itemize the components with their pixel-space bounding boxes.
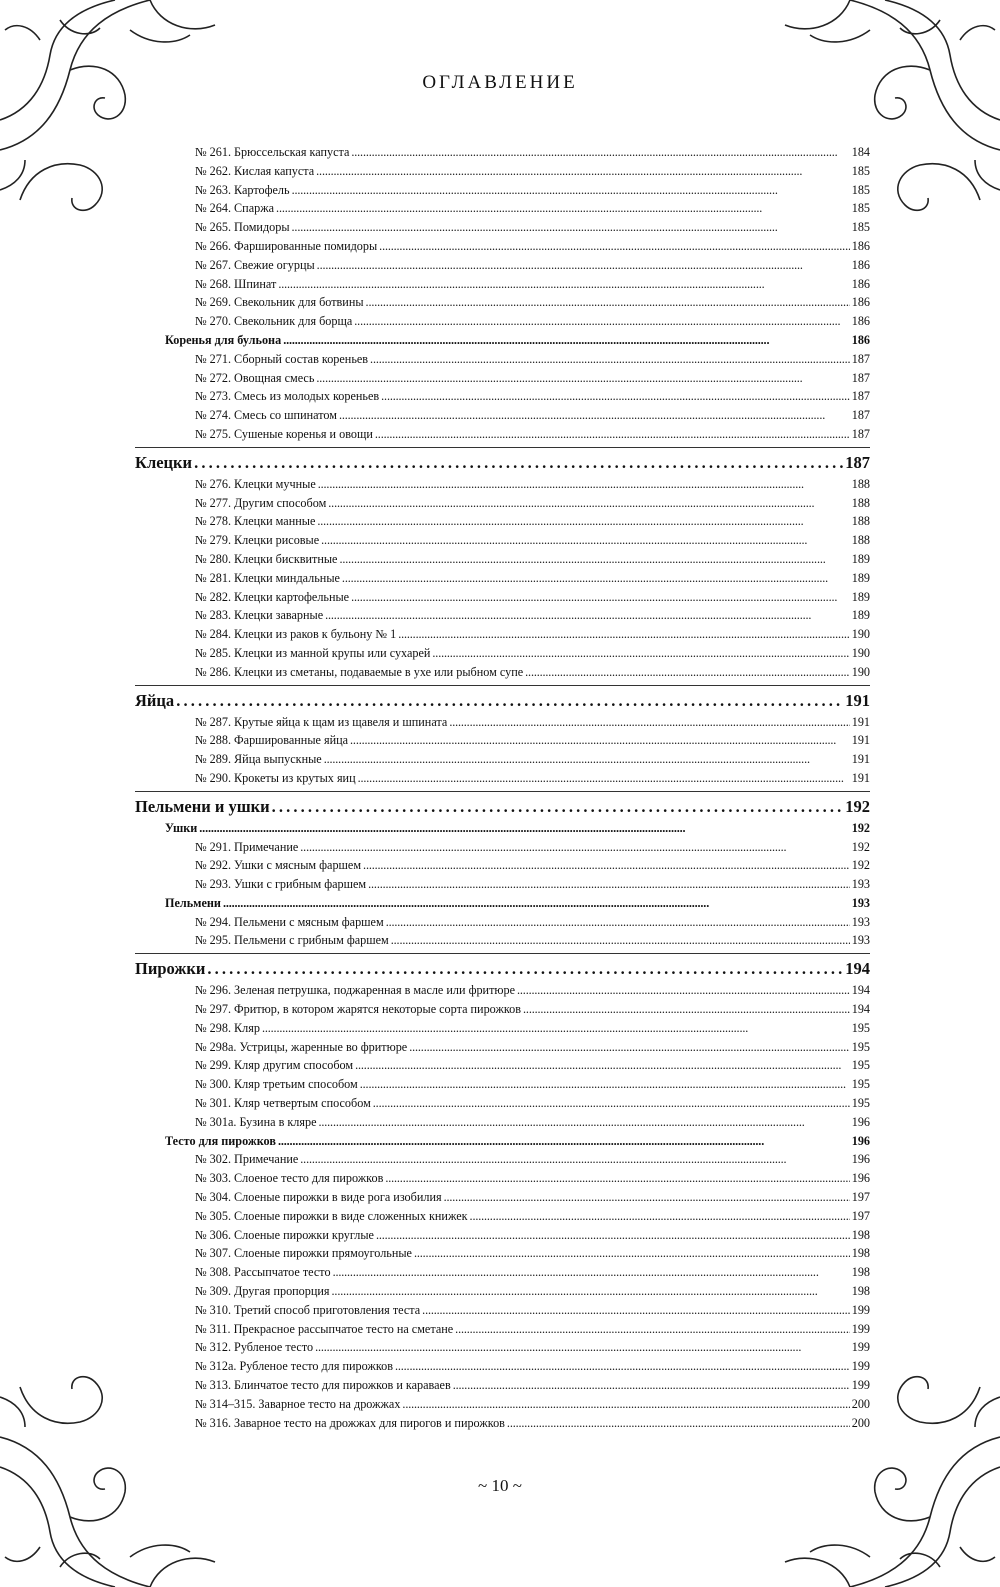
dot-leader (381, 387, 850, 406)
toc-entry (135, 531, 870, 550)
toc-page: 198 (851, 1284, 870, 1299)
toc-page: 194 (851, 1002, 870, 1017)
toc-entry (135, 1395, 870, 1414)
toc-label: № 286. Клецки из сметаны, подаваемые в ухе или рыбном супе (195, 664, 524, 679)
toc-label: № 300. Кляр третьим способом (195, 1077, 358, 1092)
toc-entry (135, 406, 870, 425)
dot-leader (318, 1113, 849, 1132)
toc-label: № 295. Пельмени с грибным фаршем (195, 933, 389, 948)
toc-entry (135, 425, 870, 444)
dot-leader (207, 957, 843, 981)
toc-entry (135, 143, 870, 162)
toc-page: 194 (845, 959, 870, 979)
dot-leader (351, 143, 849, 162)
toc-label: Пельмени (165, 895, 221, 910)
dot-leader (360, 1075, 850, 1094)
dot-leader (272, 795, 844, 819)
toc-label: Тесто для пирожков (165, 1133, 276, 1148)
dot-leader (444, 1188, 850, 1207)
toc-label: № 306. Слоеные пирожки круглые (195, 1227, 374, 1242)
toc-label: № 310. Третий способ приготовления теста (195, 1302, 421, 1317)
toc-page: 190 (851, 645, 870, 660)
toc-page: 199 (851, 1302, 870, 1317)
toc-label: № 298а. Устрицы, жаренные во фритюре (195, 1039, 408, 1054)
toc-page: 193 (851, 914, 870, 929)
toc-page: 188 (851, 495, 870, 510)
toc-page: 188 (851, 533, 870, 548)
toc-page: 191 (851, 733, 870, 748)
toc-entry (135, 256, 870, 275)
dot-leader (453, 1376, 850, 1395)
toc-label: № 304. Слоеные пирожки в виде рога изобилия (195, 1190, 442, 1205)
toc-page: 185 (851, 201, 870, 216)
toc-label: № 284. Клецки из раков к бульону № 1 (195, 627, 397, 642)
toc-label: № 264. Спаржа (195, 201, 275, 216)
toc-page: 198 (851, 1265, 870, 1280)
dot-leader (414, 1244, 850, 1263)
dot-leader (339, 406, 850, 425)
toc-page: 194 (851, 983, 870, 998)
toc-label: № 302. Примечание (195, 1152, 299, 1167)
toc-entry (135, 218, 870, 237)
toc-page: 185 (851, 182, 870, 197)
toc-label: № 268. Шпинат (195, 276, 277, 291)
toc-page: 191 (851, 752, 870, 767)
toc-page: 197 (851, 1208, 870, 1223)
toc-page: 200 (851, 1396, 870, 1411)
toc-label: № 263. Картофель (195, 182, 290, 197)
toc-section (135, 791, 870, 819)
toc-label: № 289. Яйца выпускные (195, 752, 322, 767)
toc-page: 196 (851, 1152, 870, 1167)
toc-label: № 308. Рассыпчатое тесто (195, 1265, 331, 1280)
toc-label: Ушки (165, 820, 198, 835)
toc-label: № 278. Клецки манные (195, 514, 316, 529)
toc-entry (135, 1244, 870, 1263)
dot-leader (342, 569, 850, 588)
dot-leader (318, 475, 850, 494)
toc-page: 189 (851, 608, 870, 623)
toc-label: № 282. Клецки картофельные (195, 589, 350, 604)
toc-entry (135, 1113, 870, 1132)
toc-page: 190 (851, 664, 870, 679)
toc-page: 191 (845, 690, 870, 710)
toc-label: № 298. Кляр (195, 1020, 260, 1035)
toc-entry (135, 931, 870, 950)
dot-leader (194, 451, 843, 475)
toc-page: 184 (851, 145, 870, 159)
toc-page: 199 (851, 1321, 870, 1336)
toc-page: 195 (851, 1039, 870, 1054)
toc-page: 187 (851, 389, 870, 404)
toc-entry (135, 312, 870, 331)
toc-entry (135, 769, 870, 788)
toc-page: 187 (851, 351, 870, 366)
toc-entry (135, 713, 870, 732)
toc-label: № 297. Фритюр, в котором жарятся некоторые сорта пирожков (195, 1002, 522, 1017)
toc-label: № 294. Пельмени с мясным фаршем (195, 914, 384, 929)
dot-leader (333, 1263, 850, 1282)
toc-entry (135, 1320, 870, 1339)
toc-label: № 287. Крутые яйца к щам из щавеля и шпината (195, 714, 448, 729)
toc-entry (135, 550, 870, 569)
page-title: ОГЛАВЛЕНИЕ (422, 72, 578, 93)
toc-label: № 311. Прекрасное рассыпчатое тесто на сметане (195, 1321, 454, 1336)
toc-page: 199 (851, 1378, 870, 1393)
toc-entry (135, 1038, 870, 1057)
dot-leader (262, 1019, 850, 1038)
dot-leader (449, 713, 849, 732)
toc-page: 186 (851, 295, 870, 310)
toc-label: № 292. Ушки с мясным фаршем (195, 858, 362, 873)
toc-label: Пельмени и ушки (135, 796, 270, 816)
toc-label: № 307. Слоеные пирожки прямоугольные (195, 1246, 412, 1261)
dot-leader (507, 1414, 850, 1433)
toc-page: 195 (851, 1020, 870, 1035)
dot-leader (199, 819, 849, 838)
toc-page: 198 (851, 1246, 870, 1261)
dot-leader (316, 162, 850, 181)
toc-label: № 272. Овощная смесь (195, 370, 315, 385)
toc-label: № 313. Блинчатое тесто для пирожков и караваев (195, 1378, 451, 1393)
dot-leader (455, 1320, 850, 1339)
dot-leader (375, 425, 850, 444)
dot-leader (300, 1150, 849, 1169)
dot-leader (328, 494, 849, 513)
toc-entry (135, 1188, 870, 1207)
toc-page: 199 (851, 1340, 870, 1355)
toc-entry (135, 1376, 870, 1395)
toc-page: 187 (851, 370, 870, 385)
toc-entry (135, 1019, 870, 1038)
dot-leader (223, 894, 850, 913)
dot-leader (373, 1094, 850, 1113)
toc-page: 193 (851, 933, 870, 948)
toc-entry (135, 1000, 870, 1019)
toc-entry (135, 1169, 870, 1188)
toc-page: 185 (851, 220, 870, 235)
toc-page: 185 (851, 163, 870, 178)
dot-leader (398, 625, 850, 644)
toc-page: 195 (851, 1096, 870, 1111)
toc-page: 195 (851, 1077, 870, 1092)
dot-leader (409, 1038, 850, 1057)
toc-label: № 288. Фаршированные яйца (195, 733, 349, 748)
toc-label: № 316. Заварное тесто на дрожжах для пирогов и пирожков (195, 1415, 505, 1430)
toc-subsection (135, 819, 870, 838)
toc-subsection (135, 1132, 870, 1151)
toc-label: № 312. Рубленое тесто (195, 1340, 314, 1355)
toc-subsection (135, 331, 870, 350)
toc-page: 188 (851, 476, 870, 491)
toc-page: 192 (851, 820, 870, 835)
toc-label: № 309. Другая пропорция (195, 1284, 330, 1299)
toc-page: 197 (851, 1190, 870, 1205)
toc-label: № 267. Свежие огурцы (195, 257, 315, 272)
toc-page: 186 (851, 332, 870, 347)
toc-entry (135, 1301, 870, 1320)
dot-leader (283, 331, 850, 350)
dot-leader (386, 913, 850, 932)
toc-page: 190 (851, 627, 870, 642)
dot-leader (376, 1226, 850, 1245)
toc-page: 186 (851, 314, 870, 329)
toc-entry (135, 731, 870, 750)
dot-leader (525, 663, 850, 682)
toc-label: Коренья для бульона (165, 332, 282, 347)
dot-leader (292, 218, 850, 237)
dot-leader (300, 838, 849, 857)
toc-page: 188 (851, 514, 870, 529)
toc-label: № 293. Ушки с грибным фаршем (195, 877, 367, 892)
toc-label: № 285. Клецки из манной крупы или сухарей (195, 645, 431, 660)
toc-page: 196 (851, 1171, 870, 1186)
toc-entry (135, 606, 870, 625)
dot-leader (391, 931, 850, 950)
dot-leader (325, 606, 850, 625)
toc-label: № 314–315. Заварное тесто на дрожжах (195, 1396, 401, 1411)
dot-leader (350, 731, 850, 750)
toc-section (135, 447, 870, 475)
toc-subsection (135, 894, 870, 913)
dot-leader (358, 769, 850, 788)
dot-leader (370, 350, 850, 369)
toc-entry (135, 1414, 870, 1433)
toc-entry (135, 913, 870, 932)
dot-leader (523, 1000, 850, 1019)
toc-label: № 279. Клецки рисовые (195, 533, 320, 548)
toc-page: 195 (851, 1058, 870, 1073)
toc-label: № 301. Кляр четвертым способом (195, 1096, 371, 1111)
toc-entry (135, 350, 870, 369)
dot-leader (432, 644, 849, 663)
toc-page: 189 (851, 551, 870, 566)
dot-leader (395, 1357, 850, 1376)
dot-leader (351, 588, 850, 607)
toc-entry (135, 369, 870, 388)
table-of-contents (135, 143, 870, 1432)
toc-entry (135, 475, 870, 494)
toc-label: № 305. Слоеные пирожки в виде сложенных книжек (195, 1208, 468, 1223)
toc-entry (135, 644, 870, 663)
dot-leader (385, 1169, 849, 1188)
dot-leader (278, 1132, 850, 1151)
toc-page: 196 (851, 1133, 870, 1148)
dot-leader (332, 1282, 850, 1301)
toc-page: 187 (851, 426, 870, 441)
dot-leader (316, 369, 849, 388)
toc-section (135, 953, 870, 981)
toc-entry (135, 981, 870, 1000)
toc-page: 192 (851, 858, 870, 873)
toc-page: 189 (851, 589, 870, 604)
toc-entry (135, 1207, 870, 1226)
dot-leader (422, 1301, 850, 1320)
toc-label: № 312а. Рубленое тесто для пирожков (195, 1359, 393, 1374)
toc-entry (135, 875, 870, 894)
toc-entry (135, 387, 870, 406)
toc-page: 196 (851, 1114, 870, 1129)
toc-label: № 276. Клецки мучные (195, 476, 316, 491)
toc-label: № 265. Помидоры (195, 220, 290, 235)
dot-leader (470, 1207, 850, 1226)
toc-page: 186 (851, 276, 870, 291)
dot-leader (339, 550, 849, 569)
toc-label: № 277. Другим способом (195, 495, 327, 510)
dot-leader (366, 293, 850, 312)
toc-label: № 275. Сушеные коренья и овощи (195, 426, 373, 441)
toc-entry (135, 1357, 870, 1376)
toc-entry (135, 1282, 870, 1301)
toc-label: № 274. Смесь со шпинатом (195, 408, 337, 423)
toc-entry (135, 1226, 870, 1245)
toc-page: 186 (851, 238, 870, 253)
page-number: ~ 10 ~ (478, 1476, 522, 1495)
toc-page: 186 (851, 257, 870, 272)
toc-entry (135, 293, 870, 312)
toc-page: 200 (851, 1415, 870, 1430)
dot-leader (321, 531, 850, 550)
dot-leader (355, 1056, 850, 1075)
dot-leader (379, 237, 850, 256)
toc-label: № 270. Свекольник для борща (195, 314, 353, 329)
dot-leader (363, 856, 850, 875)
toc-entry (135, 237, 870, 256)
dot-leader (368, 875, 850, 894)
toc-entry (135, 1150, 870, 1169)
toc-entry (135, 1094, 870, 1113)
toc-entry (135, 162, 870, 181)
toc-section (135, 685, 870, 713)
toc-label: № 271. Сборный состав кореньев (195, 351, 369, 366)
toc-entry (135, 750, 870, 769)
toc-page: 192 (845, 796, 870, 816)
toc-page: 187 (845, 452, 870, 472)
dot-leader (317, 256, 850, 275)
dot-leader (517, 981, 850, 1000)
toc-label: № 266. Фаршированные помидоры (195, 238, 378, 253)
toc-page: 193 (851, 877, 870, 892)
toc-page: 187 (851, 408, 870, 423)
toc-entry (135, 588, 870, 607)
toc-label: № 291. Примечание (195, 839, 299, 854)
toc-label: № 299. Кляр другим способом (195, 1058, 354, 1073)
toc-label: № 269. Свекольник для ботвины (195, 295, 364, 310)
toc-label: № 273. Смесь из молодых кореньев (195, 389, 380, 404)
toc-entry (135, 181, 870, 200)
toc-label: Клецки (135, 452, 193, 472)
toc-page: 192 (851, 839, 870, 854)
toc-entry (135, 1338, 870, 1357)
dot-leader (354, 312, 849, 331)
toc-page: 189 (851, 570, 870, 585)
toc-page: 191 (851, 714, 870, 729)
dot-leader (324, 750, 850, 769)
toc-label: № 303. Слоеное тесто для пирожков (195, 1171, 384, 1186)
dot-leader (176, 689, 843, 713)
toc-label: Яйца (135, 690, 175, 710)
dot-leader (317, 512, 849, 531)
toc-entry (135, 512, 870, 531)
dot-leader (276, 199, 850, 218)
toc-entry (135, 1263, 870, 1282)
toc-label: № 281. Клецки миндальные (195, 570, 340, 585)
toc-label: № 280. Клецки бисквитные (195, 551, 338, 566)
toc-label: № 262. Кислая капуста (195, 163, 315, 178)
toc-label: № 261. Брюссельская капуста (195, 145, 350, 159)
toc-entry (135, 1056, 870, 1075)
toc-entry (135, 663, 870, 682)
dot-leader (292, 181, 850, 200)
toc-page: 198 (851, 1227, 870, 1242)
dot-leader (402, 1395, 849, 1414)
dot-leader (278, 275, 849, 294)
toc-page: 193 (851, 895, 870, 910)
toc-entry (135, 569, 870, 588)
toc-entry (135, 199, 870, 218)
toc-label: № 296. Зеленая петрушка, поджаренная в масле или фритюре (195, 983, 516, 998)
toc-entry (135, 1075, 870, 1094)
toc-entry (135, 494, 870, 513)
toc-entry (135, 275, 870, 294)
dot-leader (315, 1338, 850, 1357)
toc-page: 191 (851, 770, 870, 785)
toc-label: № 290. Крокеты из крутых яиц (195, 770, 356, 785)
toc-label: Пирожки (135, 959, 206, 979)
toc-label: № 283. Клецки заварные (195, 608, 324, 623)
toc-entry (135, 625, 870, 644)
toc-label: № 301а. Бузина в кляре (195, 1114, 317, 1129)
toc-entry (135, 838, 870, 857)
toc-entry (135, 856, 870, 875)
toc-page: 199 (851, 1359, 870, 1374)
